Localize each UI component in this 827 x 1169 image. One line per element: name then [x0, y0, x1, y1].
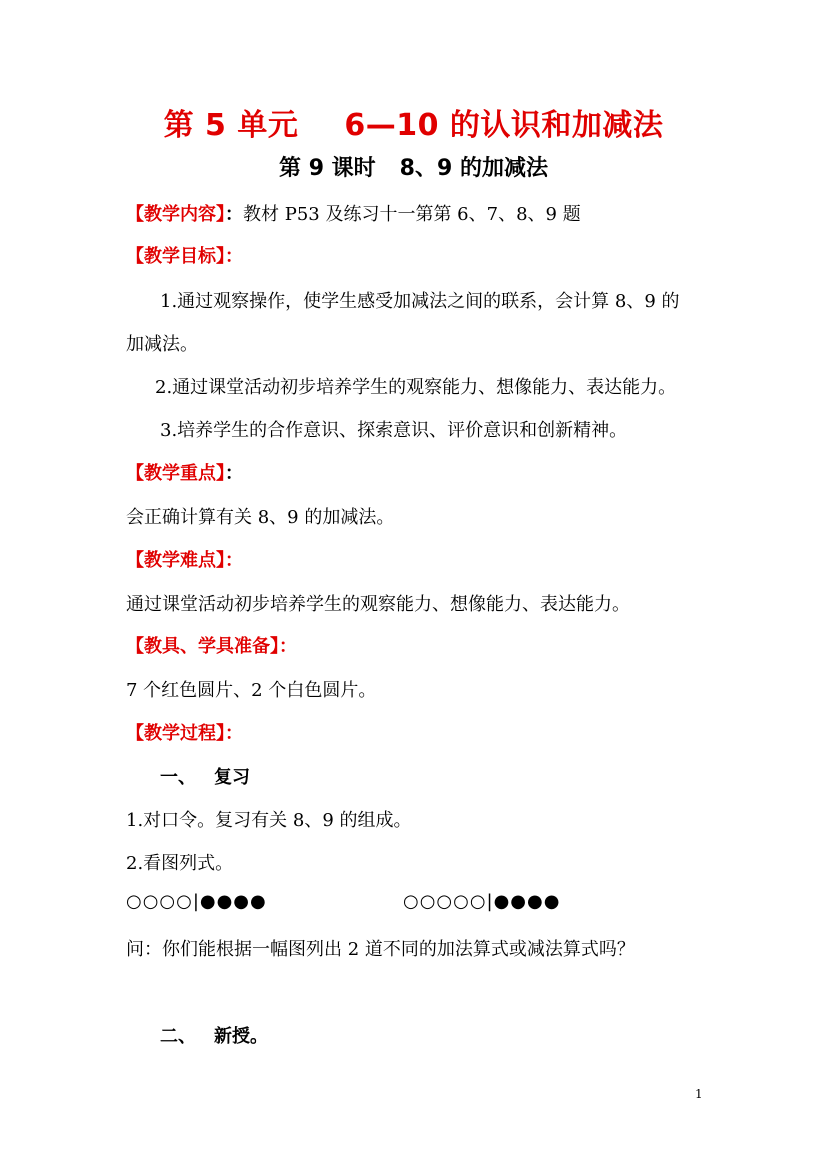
difficulty-text: 通过课堂活动初步培养学生的观察能力、想像能力、表达能力。	[126, 594, 630, 615]
unit-topic: 6—10 的认识和加减法	[344, 108, 664, 143]
lesson-title	[0, 151, 827, 182]
goal-item: 加减法。	[126, 334, 198, 355]
process-label: 【教学过程】	[126, 723, 225, 744]
lesson-label: 第 9 课时	[279, 156, 376, 181]
materials-heading	[126, 632, 297, 658]
unit-label: 第 5 单元	[163, 108, 299, 143]
figure-left: ○○○○|●●●●	[126, 891, 267, 912]
key-point-text: 会正确计算有关 8、9 的加减法。	[126, 507, 395, 528]
section-new-title: 新授。	[214, 1026, 268, 1047]
key-point-label: 【教学重点】	[126, 463, 225, 484]
unit-title	[0, 100, 827, 144]
question-text: 问：你们能根据一幅图列出 2 道不同的加法算式或减法算式吗？	[126, 939, 635, 960]
process-heading	[126, 719, 243, 745]
materials-text: 7 个红色圆片、2 个白色圆片。	[126, 680, 377, 701]
review-step-2: 2.看图列式。	[126, 853, 234, 874]
goal-item: 1.通过观察操作，使学生感受加减法之间的联系，会计算 8、9 的	[160, 291, 680, 312]
review-step-1: 1.对口令。复习有关 8、9 的组成。	[126, 810, 412, 831]
page-number: 1	[695, 1087, 703, 1101]
materials-label: 【教具、学具准备】	[126, 636, 279, 657]
goal-item: 2.通过课堂活动初步培养学生的观察能力、想像能力、表达能力。	[155, 377, 677, 398]
section-review-heading	[160, 763, 250, 789]
section-new-heading	[160, 1022, 268, 1048]
difficulty-heading	[126, 546, 243, 572]
process-colon: ：	[225, 723, 243, 744]
teaching-content	[126, 200, 581, 226]
key-point-colon: ：	[225, 463, 243, 484]
teaching-goals-label: 【教学目标】	[126, 246, 225, 267]
section-review-num: 一、	[160, 767, 196, 788]
materials-colon: ：	[279, 636, 297, 657]
teaching-content-label: 【教学内容】	[126, 204, 225, 225]
goal-item: 3.培养学生的合作意识、探索意识、评价意识和创新精神。	[160, 420, 628, 441]
section-review-title: 复习	[214, 767, 250, 788]
difficulty-colon: ：	[225, 550, 243, 571]
lesson-topic: 8、9 的加减法	[399, 156, 548, 181]
teaching-content-colon: ：	[225, 204, 243, 225]
difficulty-label: 【教学难点】	[126, 550, 225, 571]
section-new-num: 二、	[160, 1026, 196, 1047]
teaching-goals-heading	[126, 242, 243, 268]
figure-right: ○○○○○|●●●●	[403, 891, 561, 912]
key-point-heading	[126, 459, 243, 485]
teaching-goals-colon: ：	[225, 246, 243, 267]
teaching-content-text: 教材 P53 及练习十一第第 6、7、8、9 题	[243, 204, 581, 225]
